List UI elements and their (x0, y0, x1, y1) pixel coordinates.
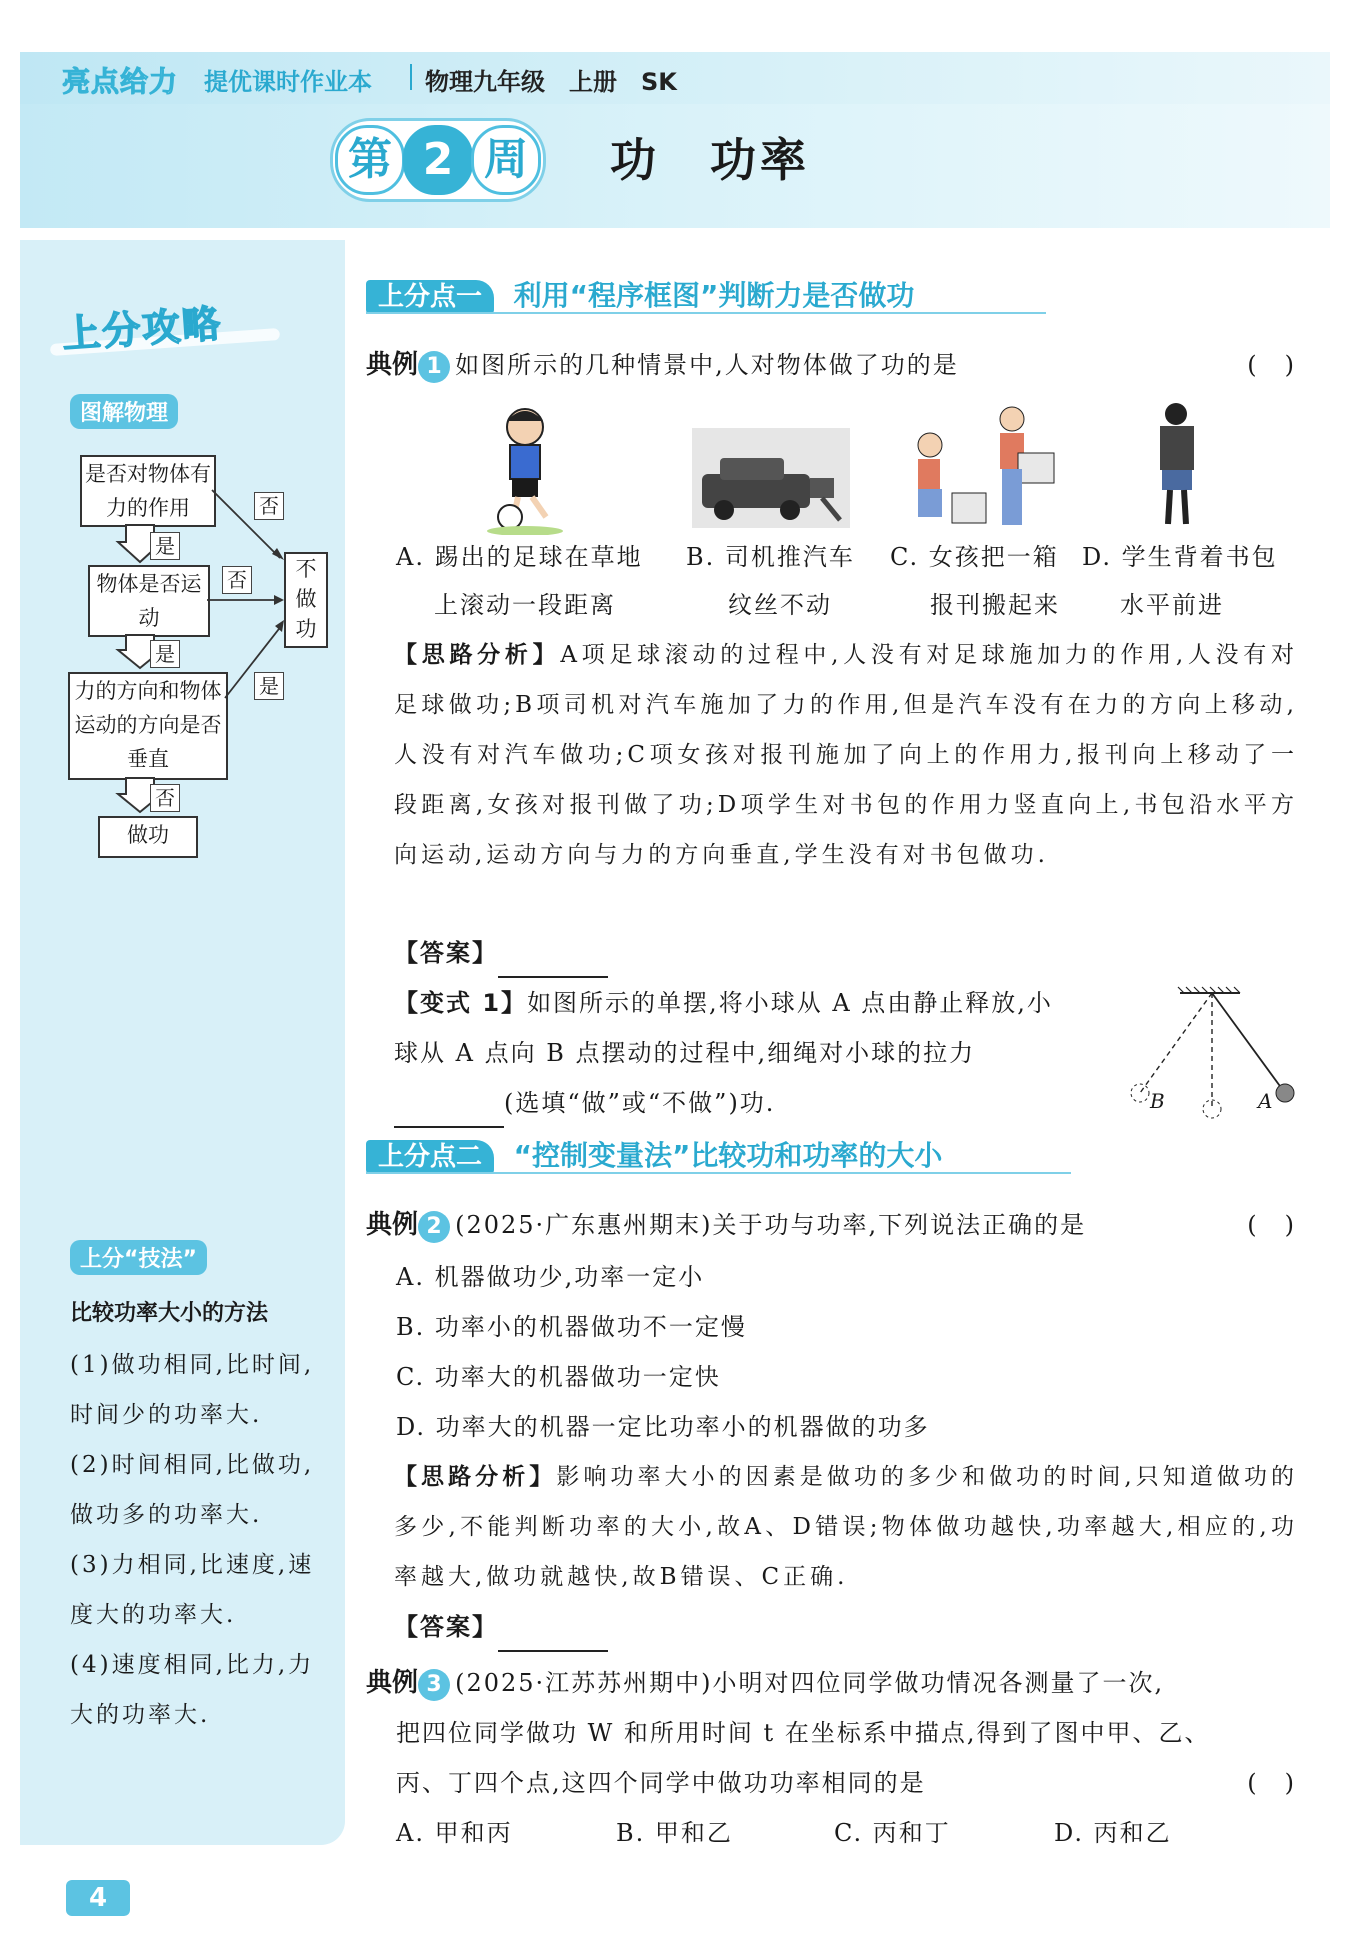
variant-text: (选填“做”或“不做”)功. (504, 1089, 776, 1117)
example-number: 2 (418, 1211, 450, 1243)
section-tag: 上分点二 (366, 1140, 494, 1174)
option-d-line2: 水平前进 (1120, 591, 1224, 619)
strategy-title: 上分攻略 (60, 301, 224, 357)
football-boy-image (480, 405, 570, 535)
answer-paren: ( ) (1247, 351, 1296, 379)
flow-box-no-work: 不做功 (284, 552, 328, 648)
option-b: B. 甲和乙 (616, 1819, 733, 1847)
question-text: 如图所示的几种情景中,人对物体做了功的是 (455, 351, 959, 379)
question-text-line3 (396, 1758, 1296, 1808)
flow-label-no: 否 (254, 492, 284, 520)
option-c-line2: 报刊搬起来 (930, 591, 1060, 619)
section-title: 利用“程序框图”判断力是否做功 (513, 279, 915, 312)
week-badge (330, 118, 546, 202)
pendulum-diagram (1120, 985, 1310, 1120)
example-label: 典例 (366, 350, 419, 380)
technique-item: (3)力相同,比速度,速度大的功率大. (70, 1552, 315, 1628)
week-number: 2 (403, 125, 473, 195)
variant-text: 如图所示的单摆,将小球从 A 点由静止释放,小 (527, 989, 1053, 1017)
option-a: A. 机器做功少,功率一定小 (396, 1263, 705, 1291)
technique-item: (1)做功相同,比时间,时间少的功率大. (70, 1352, 315, 1428)
option-a-line2: 上滚动一段距离 (434, 591, 616, 619)
flow-box-direction: 力的方向和物体运动的方向是否垂直 (68, 672, 228, 780)
section-heading-1 (366, 274, 914, 314)
flowchart-arrows (20, 440, 345, 860)
variant-blank[interactable] (394, 1102, 504, 1128)
girl-box-image (900, 405, 1070, 530)
diagram-tag: 图解物理 (70, 394, 178, 429)
option-c: C. 丙和丁 (834, 1819, 951, 1847)
answer-2 (394, 1602, 608, 1652)
question-text: 把四位同学做功 W 和所用时间 t 在坐标系中描点,得到了图中甲、乙、 (396, 1719, 1211, 1747)
example-3-question (366, 1658, 1296, 1708)
option-b: B. 功率小的机器做功不一定慢 (396, 1313, 747, 1341)
section-title: “控制变量法”比较功和功率的大小 (513, 1139, 943, 1172)
example-label: 典例 (366, 1210, 419, 1240)
option-a: A. 甲和丙 (396, 1819, 513, 1847)
variant-1-line3 (394, 1078, 775, 1128)
week-char: 第 (335, 125, 405, 195)
question-text: (2025·江苏苏州期中)小明对四位同学做功情况各测量了一次, (455, 1669, 1165, 1697)
example-number: 3 (418, 1669, 450, 1701)
week-char: 周 (471, 125, 541, 195)
analysis-label: 【思路分析】 (394, 642, 561, 668)
series-name: 提优课时作业本 (204, 68, 372, 96)
answer-paren: ( ) (1247, 1211, 1296, 1239)
section-underline (366, 312, 1046, 314)
option-c: C. 功率大的机器做功一定快 (396, 1363, 721, 1391)
technique-item: (4)速度相同,比力,力大的功率大. (70, 1652, 315, 1728)
student-backpack-image (1148, 402, 1208, 530)
answer-blank[interactable] (498, 1626, 608, 1652)
option-d: D. 功率大的机器一定比功率小的机器做的功多 (396, 1413, 930, 1441)
variant-1-line1 (394, 978, 1053, 1028)
flow-box-motion: 物体是否运动 (88, 565, 210, 637)
question-text: 丙、丁四个点,这四个同学中做功功率相同的是 (396, 1769, 926, 1797)
variant-1-line2: 球从 A 点向 B 点摆动的过程中,细绳对小球的拉力 (394, 1039, 976, 1067)
option-b-line1: B. 司机推汽车 (686, 543, 855, 571)
brand-logo: 亮点给力 (62, 65, 179, 98)
option-b-line2: 纹丝不动 (728, 591, 832, 619)
option-d: D. 丙和乙 (1054, 1819, 1172, 1847)
analysis-2 (394, 1452, 1298, 1602)
variant-label: 【变式 1】 (394, 989, 528, 1017)
answer-blank[interactable] (498, 952, 608, 978)
answer-1 (394, 928, 608, 978)
flow-label-yes: 是 (150, 640, 180, 668)
example-label: 典例 (366, 1668, 419, 1698)
flow-label-no: 否 (150, 784, 180, 812)
technique-title: 比较功率大小的方法 (70, 1301, 269, 1326)
analysis-label: 【思路分析】 (394, 1464, 557, 1490)
example-1-question (366, 340, 1296, 390)
technique-item: (2)时间相同,比做功,做功多的功率大. (70, 1452, 315, 1528)
pendulum-point-a: A (1258, 1089, 1275, 1113)
section-underline (366, 1172, 1071, 1174)
flow-box-work: 做功 (98, 816, 198, 858)
analysis-1 (394, 630, 1298, 880)
flow-label-no: 否 (222, 566, 252, 594)
analysis-text: 影响功率大小的因素是做功的多少和做功的时间,只知道做功的多少,不能判断功率的大小,故A、D错误;物体做功越快,功率越大,相应的,功率越大,做功就越快,故B错误、C正确. (394, 1464, 1299, 1590)
example-number: 1 (418, 351, 450, 383)
car-push-image (692, 428, 850, 528)
technique-tag: 上分“技法” (70, 1240, 207, 1275)
flow-box-force: 是否对物体有力的作用 (80, 455, 216, 527)
option-c-line1: C. 女孩把一箱 (890, 543, 1059, 571)
header-divider (410, 64, 412, 90)
analysis-text: A项足球滚动的过程中,人没有对足球施加力的作用,人没有对足球做功;B项司机对汽车施加了力的作用,但是汽车没有在力的方向上移动,人没有对汽车做功;C项女孩对报刊施加了向上的作用力,报刊向上移动了一段距离,女孩对报刊做了功;D项学生对书包的作用力竖直向上,书包沿水平方向运动,运动方向与力的方向垂直,学生没有对书包做功. (394, 642, 1299, 868)
book-info: 物理九年级 上册 SK (425, 68, 677, 96)
page-number: 4 (66, 1880, 130, 1916)
option-a-line1: A. 踢出的足球在草地 (396, 543, 643, 571)
question-text: (2025·广东惠州期末)关于功与功率,下列说法正确的是 (455, 1211, 1087, 1239)
answer-label: 【答案】 (394, 1613, 498, 1641)
section-heading-2 (366, 1134, 942, 1174)
option-d-line1: D. 学生背着书包 (1082, 543, 1278, 571)
flow-label-yes: 是 (150, 532, 180, 560)
flow-label-yes: 是 (254, 672, 284, 700)
answer-label: 【答案】 (394, 939, 498, 967)
example-2-question (366, 1200, 1296, 1250)
pendulum-point-b: B (1150, 1089, 1167, 1113)
section-tag: 上分点一 (366, 280, 494, 314)
answer-paren: ( ) (1247, 1769, 1296, 1797)
page-title: 功 功率 (610, 133, 810, 187)
